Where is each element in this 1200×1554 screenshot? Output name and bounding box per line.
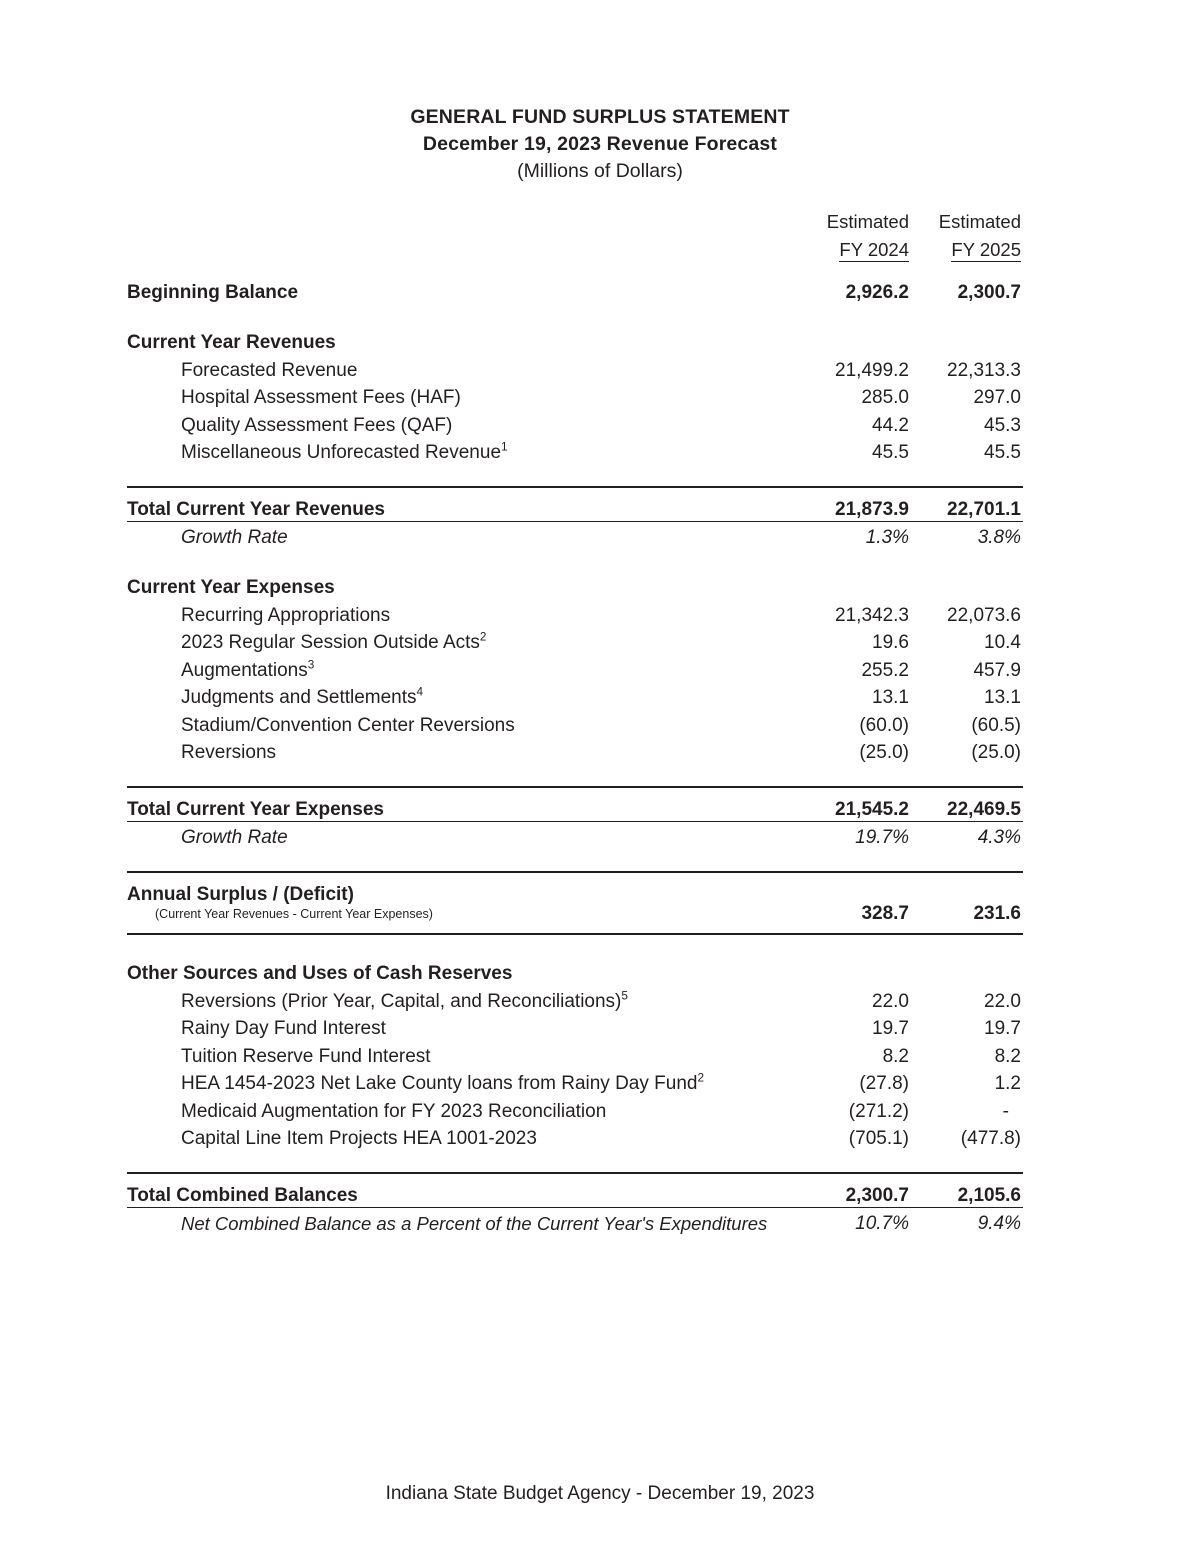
row-value-fy2024: 19.7 (872, 1018, 909, 1039)
row-value-fy2024: (705.1) (848, 1128, 909, 1149)
row-value-fy2025: 22,313.3 (947, 359, 1021, 381)
spacer-row (127, 549, 1023, 571)
column-header-row-bottom (127, 233, 1023, 261)
row-label: Total Current Year Expenses (127, 787, 799, 822)
row-value-fy2024: 21,342.3 (835, 604, 909, 626)
spacer-row (127, 261, 1023, 276)
row-value-fy2025: 10.4 (984, 632, 1021, 653)
row-value-fy2025: 1.2 (994, 1073, 1021, 1094)
table-row-medicaid-augmentation (127, 1095, 1023, 1123)
row-value-fy2025: 45.3 (984, 414, 1021, 436)
spacer-row (127, 1150, 1023, 1173)
row-value-fy2024: 285.0 (861, 387, 909, 408)
section-label: Other Sources and Uses of Cash Reserves (127, 963, 513, 984)
row-label-text: Judgments and Settlements (181, 687, 417, 708)
row-label: Total Combined Balances (127, 1173, 799, 1208)
table-row-tuition-reserve-fund-interest (127, 1040, 1023, 1068)
table-row-rainy-day-fund-interest (127, 1013, 1023, 1041)
row-value-fy2025: 3.8% (977, 527, 1021, 548)
spacer-row (127, 934, 1023, 957)
table-row-stadium-convention-reversions (127, 709, 1023, 737)
row-value-fy2025: 2,300.7 (957, 282, 1021, 303)
table-row-recurring-appropriations (127, 599, 1023, 627)
row-value-fy2025: 297.0 (973, 387, 1021, 408)
col2-header-fy-text: FY 2025 (951, 239, 1021, 260)
row-value-fy2025: (60.5) (971, 714, 1021, 736)
row-label: Recurring Appropriations (181, 604, 391, 626)
row-value-fy2024: 1.3% (865, 527, 909, 548)
row-value-fy2024: 21,499.2 (835, 359, 909, 381)
section-header-current-year-expenses (127, 571, 1023, 599)
row-label: Net Combined Balance as a Percent of the Current Year's Expenditures (181, 1213, 768, 1234)
row-value-fy2025: - (1002, 1100, 1009, 1122)
row-value-fy2024: 44.2 (872, 414, 909, 436)
row-value-fy2024: 10.7% (855, 1213, 909, 1234)
row-value-fy2025: 19.7 (984, 1018, 1021, 1039)
spacer-row (127, 849, 1023, 872)
section-header-other-sources (127, 957, 1023, 985)
row-value-fy2025: 4.3% (977, 827, 1021, 848)
row-label (127, 627, 799, 655)
header-spacer-2 (127, 233, 799, 261)
annual-surplus-title: Annual Surplus / (Deficit) (127, 883, 354, 905)
row-value-fy2025: (25.0) (971, 742, 1021, 763)
table-row-augmentations (127, 654, 1023, 682)
row-value-fy2025: 457.9 (973, 659, 1021, 681)
spacer-row (127, 764, 1023, 787)
row-label-text: Reversions (Prior Year, Capital, and Reconciliations) (181, 990, 622, 1012)
table-row-hospital-assessment-fees (127, 382, 1023, 410)
row-value-fy2025: 22,469.5 (911, 787, 1023, 822)
table-row-expense-growth-rate (127, 822, 1023, 850)
row-value-fy2024: 22.0 (872, 990, 909, 1012)
footnote-marker: 1 (501, 440, 508, 454)
row-value-fy2025: 13.1 (984, 687, 1021, 708)
footnote-marker: 5 (621, 989, 628, 1003)
document-title-block (0, 0, 1200, 185)
spacer-row (127, 464, 1023, 487)
row-label (127, 1068, 799, 1096)
col2-header-fy (911, 233, 1023, 261)
surplus-statement-table (127, 205, 1023, 1235)
table-row-revenue-growth-rate (127, 522, 1023, 550)
row-value-fy2025: 8.2 (994, 1045, 1021, 1067)
annual-surplus-formula-note: (Current Year Revenues - Current Year Expenses) (155, 906, 433, 921)
table-row-total-combined-balances (127, 1173, 1023, 1208)
section-label: Current Year Expenses (127, 577, 335, 598)
row-label: Medicaid Augmentation for FY 2023 Reconciliation (181, 1100, 607, 1122)
table-row-annual-surplus (127, 872, 1023, 934)
row-value-fy2024: 328.7 (799, 872, 911, 934)
table-row-hea-1454-lake-county (127, 1068, 1023, 1096)
row-label: Quality Assessment Fees (QAF) (181, 414, 453, 436)
row-value-fy2024: 255.2 (861, 659, 909, 681)
section-header-current-year-revenues (127, 326, 1023, 354)
row-label (127, 437, 799, 465)
row-value-fy2025: 231.6 (911, 872, 1023, 934)
col1-header-estimated: Estimated (826, 211, 909, 232)
row-label (127, 985, 799, 1013)
row-value-fy2025: 22,073.6 (947, 604, 1021, 626)
footnote-marker: 2 (479, 630, 487, 644)
table-row-beginning-balance (127, 276, 1023, 304)
table-row-reversions (127, 737, 1023, 765)
row-value-fy2025: 22.0 (984, 990, 1021, 1012)
row-label (127, 654, 799, 682)
footnote-marker: 2 (697, 1071, 704, 1085)
table-row-net-combined-balance-percent (127, 1208, 1023, 1236)
col2-header-estimated: Estimated (938, 211, 1021, 232)
page-subtitle: December 19, 2023 Revenue Forecast (422, 133, 778, 155)
footnote-marker: 4 (416, 685, 424, 699)
page-title: GENERAL FUND SURPLUS STATEMENT (410, 106, 790, 128)
row-value-fy2024: (60.0) (859, 714, 909, 736)
table-row-total-current-year-expenses (127, 787, 1023, 822)
row-label: Total Current Year Revenues (127, 487, 799, 522)
row-value-fy2025: 9.4% (977, 1213, 1021, 1234)
row-label: Capital Line Item Projects HEA 1001-2023 (181, 1128, 537, 1149)
row-label: Hospital Assessment Fees (HAF) (181, 387, 461, 408)
row-value-fy2024: 8.2 (882, 1045, 909, 1067)
section-label: Current Year Revenues (127, 332, 336, 353)
row-label: Reversions (181, 742, 277, 763)
row-label: Tuition Reserve Fund Interest (181, 1045, 431, 1067)
row-label: Growth Rate (181, 827, 288, 848)
table-row-reversions-prior-year (127, 985, 1023, 1013)
row-label: Rainy Day Fund Interest (181, 1018, 386, 1039)
row-value-fy2024: (271.2) (848, 1100, 909, 1122)
row-value-fy2024: 2,300.7 (799, 1173, 911, 1208)
row-value-fy2024: 19.6 (872, 632, 909, 653)
col1-header-fy-text: FY 2024 (839, 239, 909, 260)
row-label-text: HEA 1454-2023 Net Lake County loans from Rainy Day Fund (181, 1073, 698, 1094)
page-footer: Indiana State Budget Agency - December 19, 2023 (385, 1483, 815, 1504)
row-value-fy2024: (27.8) (859, 1073, 909, 1094)
row-value-fy2024: 13.1 (872, 687, 909, 708)
surplus-statement-table-wrapper (127, 205, 1023, 1235)
table-row-forecasted-revenue (127, 354, 1023, 382)
row-value-fy2025: 45.5 (984, 442, 1021, 463)
row-label-text: Miscellaneous Unforecasted Revenue (181, 442, 502, 463)
row-label (127, 682, 799, 710)
col1-header-fy (799, 233, 911, 261)
row-value-fy2024: 21,545.2 (799, 787, 911, 822)
row-label: Forecasted Revenue (181, 359, 358, 381)
row-value-fy2025: (477.8) (960, 1128, 1021, 1149)
spacer-row (127, 304, 1023, 326)
row-value-fy2025: 2,105.6 (911, 1173, 1023, 1208)
row-label (127, 872, 799, 934)
row-label: Growth Rate (181, 527, 288, 548)
page-units-note: (Millions of Dollars) (517, 160, 683, 182)
footnote-marker: 3 (307, 658, 315, 672)
row-label-text: Augmentations (181, 659, 308, 681)
row-value-fy2024: (25.0) (859, 742, 909, 763)
row-value-fy2024: 21,873.9 (799, 487, 911, 522)
row-label-text: 2023 Regular Session Outside Acts (181, 632, 480, 653)
column-header-row-top (127, 205, 1023, 233)
row-value-fy2024: 45.5 (872, 442, 909, 463)
table-row-regular-session-outside-acts (127, 627, 1023, 655)
row-value-fy2025: 22,701.1 (911, 487, 1023, 522)
table-row-quality-assessment-fees (127, 409, 1023, 437)
table-row-total-current-year-revenues (127, 487, 1023, 522)
row-label: Beginning Balance (127, 282, 299, 303)
row-value-fy2024: 2,926.2 (845, 282, 909, 303)
table-row-judgments-and-settlements (127, 682, 1023, 710)
table-row-misc-unforecasted-revenue (127, 437, 1023, 465)
header-spacer (127, 205, 799, 233)
row-label: Stadium/Convention Center Reversions (181, 714, 515, 736)
table-row-capital-line-item-projects (127, 1123, 1023, 1151)
row-value-fy2024: 19.7% (855, 827, 909, 848)
